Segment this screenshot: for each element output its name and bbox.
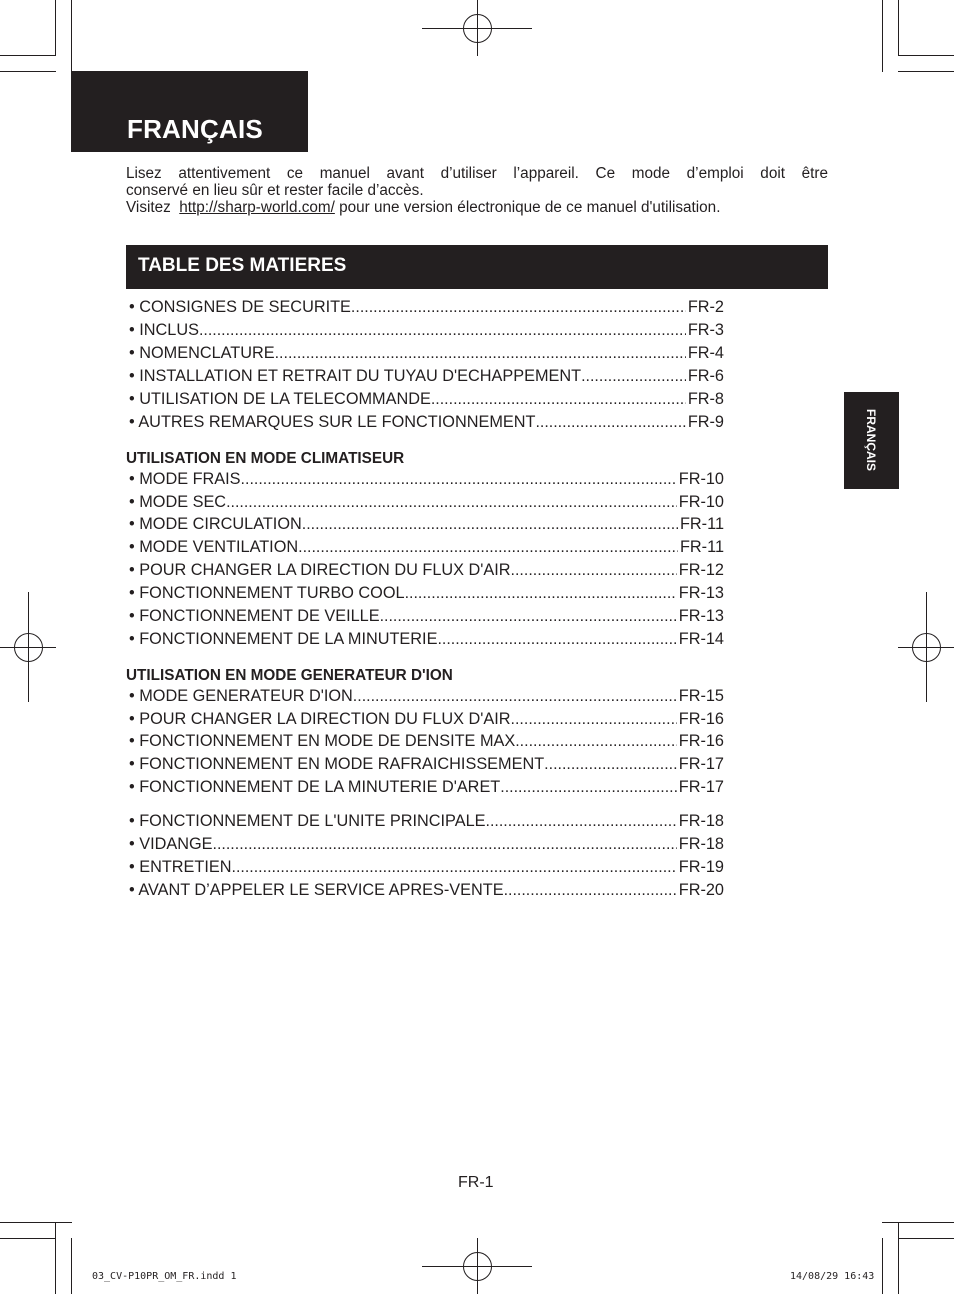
- toc-entry-page: FR-15: [678, 687, 724, 705]
- toc-entry-page: FR-20: [678, 881, 724, 899]
- toc-entry[interactable]: [129, 687, 724, 709]
- toc-entry-page: FR-10: [678, 493, 724, 511]
- toc-entry-page: FR-19: [678, 858, 724, 876]
- toc-entry-page: FR-14: [678, 630, 724, 648]
- toc-entry[interactable]: [129, 515, 724, 537]
- toc-leader-dots: [275, 345, 686, 363]
- toc-entry-label: • FONCTIONNEMENT DE LA MINUTERIE D'ARET: [129, 778, 501, 796]
- intro-line-1: Lisez attentivement ce manuel avant d’utiliser l’appareil. Ce mode d’emploi doit être: [126, 165, 828, 182]
- toc-leader-dots: [504, 882, 677, 900]
- toc-entry-label: • FONCTIONNEMENT TURBO COOL: [129, 584, 405, 602]
- toc-leader-dots: [515, 733, 677, 751]
- intro-visit-suffix: pour une version électronique de ce manuel d'utilisation.: [339, 199, 721, 216]
- print-slug-filename: 03_CV-P10PR_OM_FR.indd 1: [92, 1271, 237, 1282]
- toc-entry-page: FR-9: [687, 413, 724, 431]
- toc-entry-label: • ENTRETIEN: [129, 858, 232, 876]
- intro-visit-line: [126, 199, 828, 216]
- toc-entry[interactable]: [129, 584, 724, 606]
- toc-entry[interactable]: [129, 321, 724, 343]
- toc-entry-label: • CONSIGNES DE SECURITE: [129, 298, 351, 316]
- toc-entry[interactable]: [129, 812, 724, 834]
- toc-entry[interactable]: [129, 493, 724, 515]
- toc-entry-label: • MODE VENTILATION: [129, 538, 299, 556]
- toc-entry-label: • INCLUS: [129, 321, 199, 339]
- toc-entry[interactable]: [129, 732, 724, 754]
- toc-entry-page: FR-8: [687, 390, 724, 408]
- toc-entry-label: • FONCTIONNEMENT DE LA MINUTERIE: [129, 630, 438, 648]
- toc-leader-dots: [298, 539, 678, 557]
- toc-entry[interactable]: [129, 881, 724, 903]
- toc-entry-label: • MODE GENERATEUR D'ION: [129, 687, 353, 705]
- toc-entry-page: FR-17: [678, 778, 724, 796]
- toc-leader-dots: [232, 859, 677, 877]
- toc-leader-dots: [213, 836, 677, 854]
- toc-leader-dots: [302, 516, 678, 534]
- toc-entry-page: FR-13: [678, 584, 724, 602]
- toc-leader-dots: [486, 813, 677, 831]
- toc-title: TABLE DES MATIERES: [138, 255, 347, 276]
- toc-entry[interactable]: [129, 390, 724, 412]
- toc-entry[interactable]: [129, 344, 724, 366]
- toc-entry-page: FR-18: [678, 835, 724, 853]
- toc-entry-page: FR-17: [678, 755, 724, 773]
- section-title-ion: UTILISATION EN MODE GENERATEUR D'ION: [126, 667, 453, 684]
- toc-entry-label: • FONCTIONNEMENT DE VEILLE: [129, 607, 380, 625]
- toc-entry-label: • MODE CIRCULATION: [129, 515, 302, 533]
- toc-leader-dots: [405, 585, 677, 603]
- toc-leader-dots: [535, 414, 685, 432]
- toc-leader-dots: [511, 562, 677, 580]
- toc-leader-dots: [511, 711, 677, 729]
- toc-entry[interactable]: [129, 367, 724, 389]
- toc-entry[interactable]: [129, 710, 724, 732]
- toc-leader-dots: [431, 391, 686, 409]
- page-number: FR-1: [458, 1174, 494, 1191]
- toc-entry-label: • MODE FRAIS: [129, 470, 241, 488]
- side-language-tab-label: FRANÇAIS: [864, 409, 878, 471]
- toc-leader-dots: [226, 494, 677, 512]
- toc-entry-label: • AVANT D’APPELER LE SERVICE APRES-VENTE: [129, 881, 504, 899]
- toc-leader-dots: [353, 688, 677, 706]
- toc-leader-dots: [500, 779, 677, 797]
- toc-entry-page: FR-16: [678, 732, 724, 750]
- intro-line-2: conservé en lieu sûr et rester facile d’accès.: [126, 182, 424, 199]
- toc-entry-label: • FONCTIONNEMENT DE L'UNITE PRINCIPALE: [129, 812, 486, 830]
- toc-entry-label: • AUTRES REMARQUES SUR LE FONCTIONNEMENT: [129, 413, 536, 431]
- toc-entry-page: FR-10: [678, 470, 724, 488]
- toc-entry-page: FR-12: [678, 561, 724, 579]
- toc-entry[interactable]: [129, 630, 724, 652]
- toc-leader-dots: [199, 322, 686, 340]
- toc-entry-page: FR-3: [687, 321, 724, 339]
- language-title: FRANÇAIS: [127, 114, 263, 144]
- toc-entry-page: FR-2: [687, 298, 724, 316]
- toc-leader-dots: [351, 299, 686, 317]
- toc-entry[interactable]: [129, 858, 724, 880]
- toc-leader-dots: [581, 368, 686, 386]
- toc-entry-page: FR-4: [687, 344, 724, 362]
- toc-entry[interactable]: [129, 778, 724, 800]
- toc-entry-label: • UTILISATION DE LA TELECOMMANDE: [129, 390, 431, 408]
- toc-entry-page: FR-6: [687, 367, 724, 385]
- website-link[interactable]: http://sharp-world.com/: [179, 199, 335, 216]
- toc-entry-page: FR-18: [678, 812, 724, 830]
- section-title-climatiseur: UTILISATION EN MODE CLIMATISEUR: [126, 450, 405, 467]
- toc-entry-label: • FONCTIONNEMENT EN MODE RAFRAICHISSEMENT: [129, 755, 545, 773]
- toc-entry-page: FR-16: [678, 710, 724, 728]
- intro-visit-prefix: Visitez: [126, 199, 171, 216]
- toc-entry[interactable]: [129, 755, 724, 777]
- toc-leader-dots: [380, 608, 677, 626]
- toc-leader-dots: [437, 631, 676, 649]
- toc-entry[interactable]: [129, 561, 724, 583]
- toc-entry-label: • MODE SEC: [129, 493, 227, 511]
- toc-entry-label: • VIDANGE: [129, 835, 213, 853]
- toc-entry[interactable]: [129, 607, 724, 629]
- toc-entry-label: • NOMENCLATURE: [129, 344, 275, 362]
- toc-entry[interactable]: [129, 298, 724, 320]
- toc-entry[interactable]: [129, 538, 724, 560]
- toc-entry-page: FR-13: [678, 607, 724, 625]
- toc-entry-page: FR-11: [679, 515, 724, 533]
- intro-paragraph: [126, 165, 828, 216]
- toc-leader-dots: [544, 756, 677, 774]
- toc-entry-page: FR-11: [679, 538, 724, 556]
- print-slug-date: 14/08/29 16:43: [790, 1271, 875, 1282]
- toc-entry-label: • POUR CHANGER LA DIRECTION DU FLUX D'AIR: [129, 710, 511, 728]
- toc-entry[interactable]: [129, 835, 724, 857]
- toc-leader-dots: [241, 471, 677, 489]
- toc-entry-label: • POUR CHANGER LA DIRECTION DU FLUX D'AIR: [129, 561, 511, 579]
- toc-entry-label: • FONCTIONNEMENT EN MODE DE DENSITE MAX: [129, 732, 516, 750]
- toc-entry-label: • INSTALLATION ET RETRAIT DU TUYAU D'ECHAPPEMENT: [129, 367, 582, 385]
- toc-entry[interactable]: [129, 413, 724, 435]
- toc-entry[interactable]: [129, 470, 724, 492]
